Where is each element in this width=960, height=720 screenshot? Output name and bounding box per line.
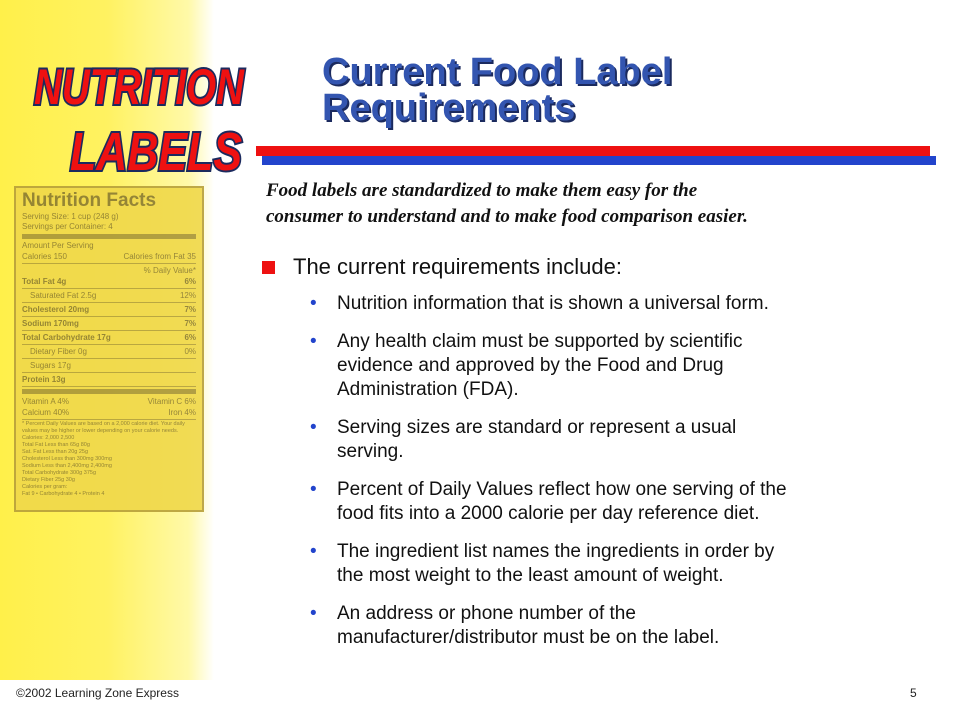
facts-vitamin-right: Iron 4%	[168, 408, 196, 417]
requirement-item	[310, 292, 930, 316]
slide-title-line1: Current Food Label	[322, 51, 673, 93]
nutrition-labels-logo	[28, 52, 250, 182]
requirement-text: An address or phone number of the manufacturer/distributor must be on the label.	[337, 603, 720, 648]
facts-vitamin-rows	[16, 396, 202, 418]
facts-vitamin-left: Calcium 40%	[22, 408, 70, 417]
facts-nutrient-row	[16, 276, 202, 287]
facts-divider	[22, 358, 196, 359]
facts-divider	[22, 288, 196, 289]
facts-nutrient-pct: 7%	[184, 305, 196, 314]
facts-divider	[22, 389, 196, 394]
facts-divider	[22, 302, 196, 303]
facts-amount-per-serving: Amount Per Serving	[22, 241, 94, 250]
facts-divider	[22, 372, 196, 373]
bullet-dot-icon: •	[310, 479, 317, 500]
intro-line2: consumer to understand and to make food comparison easier.	[266, 206, 748, 227]
svg-text:LABELS: LABELS	[70, 122, 242, 182]
facts-nutrient-label: Saturated Fat 2.5g	[30, 291, 97, 300]
facts-dv-header: % Daily Value*	[143, 266, 196, 275]
facts-divider	[22, 344, 196, 345]
requirement-item	[310, 478, 930, 526]
bullet-dot-icon: •	[310, 331, 317, 352]
requirement-item	[310, 330, 930, 402]
slide-title-line2: Requirements	[322, 87, 576, 129]
facts-nutrient-pct: 6%	[184, 333, 196, 342]
facts-dv-header-row	[16, 265, 202, 276]
facts-title: Nutrition Facts	[22, 190, 157, 211]
facts-nutrient-row	[16, 360, 202, 371]
facts-dv-table-row: Total Carbohydrate 300g 375g	[22, 470, 96, 476]
blue-accent-bar	[262, 156, 936, 165]
facts-dv-table-row: Sodium Less than 2,400mg 2,400mg	[22, 463, 112, 469]
facts-divider	[22, 330, 196, 331]
bullet-dot-icon: •	[310, 541, 317, 562]
facts-nutrient-row	[16, 290, 202, 301]
facts-nutrient-row	[16, 332, 202, 343]
intro-text	[266, 178, 906, 230]
facts-nutrient-label: Cholesterol 20mg	[22, 305, 90, 314]
facts-nutrient-row	[16, 374, 202, 385]
requirement-text: Any health claim must be supported by scientific evidence and approved by the Food and Drug Administration (FDA).	[337, 331, 743, 400]
facts-nutrient-label: Protein 13g	[22, 375, 66, 384]
facts-divider	[22, 234, 196, 239]
red-square-bullet-icon	[262, 261, 275, 274]
requirement-item	[310, 602, 930, 650]
facts-dv-table-row: Cholesterol Less than 300mg 300mg	[22, 456, 112, 462]
facts-nutrient-label: Sodium 170mg	[22, 319, 79, 328]
facts-divider	[22, 263, 196, 264]
facts-divider	[22, 419, 196, 420]
facts-vitamin-row	[16, 407, 202, 418]
facts-nutrient-label: Sugars 17g	[30, 361, 71, 370]
facts-vitamin-left: Vitamin A 4%	[22, 397, 69, 406]
main-bullet-text: The current requirements include:	[293, 254, 622, 279]
facts-dv-table-row: Sat. Fat Less than 20g 25g	[22, 449, 89, 455]
bullet-dot-icon: •	[310, 293, 317, 314]
facts-calories-fat: Calories from Fat 35	[123, 252, 196, 261]
facts-nutrient-row	[16, 318, 202, 329]
intro-line1: Food labels are standardized to make them easy for the	[266, 180, 698, 201]
facts-calories: Calories 150	[22, 252, 67, 261]
facts-dv-table-row: Dietary Fiber 25g 30g	[22, 477, 75, 483]
nutrition-facts-panel	[14, 186, 204, 512]
requirements-list	[310, 292, 930, 664]
requirement-item	[310, 540, 930, 588]
footer-page-number: 5	[910, 686, 917, 700]
facts-dv-table	[16, 442, 202, 484]
facts-nutrient-row	[16, 304, 202, 315]
requirement-text: Percent of Daily Values reflect how one serving of the food fits into a 2000 calorie per day reference diet.	[337, 479, 787, 524]
facts-nutrient-pct: 6%	[184, 277, 196, 286]
requirement-text: Nutrition information that is shown a universal form.	[337, 293, 769, 314]
requirement-text: Serving sizes are standard or represent a usual serving.	[337, 417, 737, 462]
facts-dv-table-row: Total Fat Less than 65g 80g	[22, 442, 90, 448]
facts-calories-row	[16, 251, 202, 262]
facts-nutrient-pct: 7%	[184, 319, 196, 328]
facts-nutrient-row	[16, 346, 202, 357]
facts-serving-size: Serving Size: 1 cup (248 g)	[22, 212, 119, 221]
facts-divider	[22, 316, 196, 317]
facts-nutrient-label: Dietary Fiber 0g	[30, 347, 87, 356]
bullet-dot-icon: •	[310, 603, 317, 624]
facts-nutrient-label: Total Carbohydrate 17g	[22, 333, 111, 342]
facts-nutrient-rows	[16, 276, 202, 387]
facts-nutrient-label: Total Fat 4g	[22, 277, 67, 286]
facts-divider	[22, 386, 196, 387]
footer-copyright: ©2002 Learning Zone Express	[16, 686, 179, 700]
facts-nutrient-pct: 0%	[184, 347, 196, 356]
facts-nutrient-pct: 12%	[179, 291, 196, 300]
facts-vitamin-right: Vitamin C 6%	[147, 397, 196, 406]
facts-table-header: Calories: 2,000 2,500	[22, 435, 75, 441]
red-accent-bar	[256, 146, 930, 156]
slide-title	[322, 51, 673, 129]
requirement-text: The ingredient list names the ingredients in order by the most weight to the least amount of weight.	[337, 541, 775, 586]
main-bullet	[262, 254, 622, 280]
bullet-dot-icon: •	[310, 417, 317, 438]
requirement-item	[310, 416, 930, 464]
facts-vitamin-row	[16, 396, 202, 407]
svg-text:NUTRITION: NUTRITION	[34, 59, 245, 115]
facts-footnote: * Percent Daily Values are based on a 2,000 calorie diet. Your daily values may be higher or lower depending on your calorie needs.	[22, 421, 185, 434]
facts-servings: Servings per Container: 4	[22, 222, 113, 231]
facts-cal-per-gram-values: Fat 9 • Carbohydrate 4 • Protein 4	[22, 491, 105, 497]
facts-cal-per-gram: Calories per gram:	[22, 484, 68, 490]
